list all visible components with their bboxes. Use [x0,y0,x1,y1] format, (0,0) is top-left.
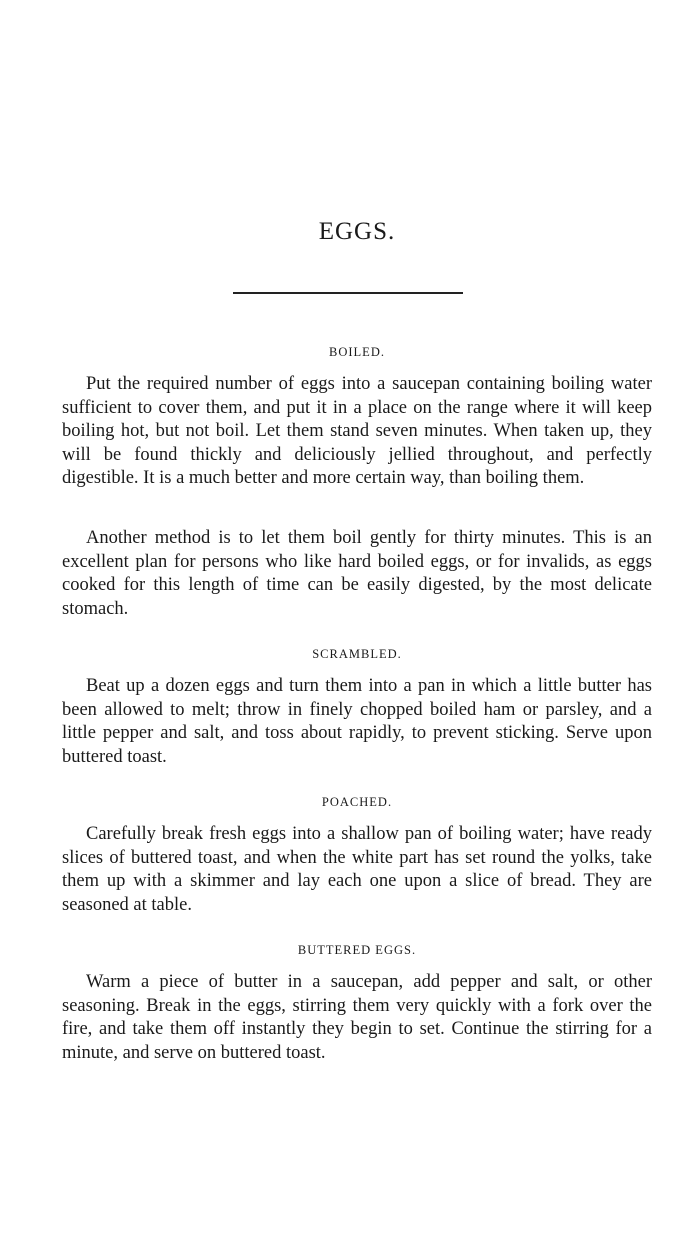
title-rule [233,292,463,294]
section-heading-buttered-eggs: BUTTERED EGGS. [297,943,417,957]
paragraph-scrambled: Beat up a dozen eggs and turn them into a pan in which a little butter has been allowed to melt; throw in finely chopped boiled ham or parsley, and a little pepper and salt, and toss about rapidly, to prevent sticking. Serve upon buttered toast. [62,676,652,767]
paragraph-buttered-eggs: Warm a piece of butter in a saucepan, add pepper and salt, or other seasoning. Break in the eggs, stirring them very quickly with a fork over the fire, and take them off instantly they begin to set. Continue the stirring for a minute, and serve on buttered toast. [62,972,652,1063]
paragraph-boiled-1: Put the required number of eggs into a saucepan containing boiling water sufficient to cover them, and put it in a place on the range where it will keep boiling hot, but not boil. Let them stand seven minutes. When taken up, they will be found thickly and deliciously jellied throughout, and perfectly digestible. It is a much better and more certain way, than boiling them. [62,374,652,489]
page-title: EGGS. [318,218,396,245]
paragraph-poached: Carefully break fresh eggs into a shallow pan of boiling water; have ready slices of buttered toast, and when the white part has set round the yolks, take them up with a skimmer and lay each one upon a slice of bread. They are seasoned at table. [62,824,652,915]
paragraph-boiled-2: Another method is to let them boil gently for thirty minutes. This is an excellent plan for persons who like hard boiled eggs, or for invalids, as eggs cooked for this length of time can be easily digested, by the most delicate stomach. [62,528,652,619]
section-heading-boiled: BOILED. [329,345,385,359]
section-heading-scrambled: SCRAMBLED. [312,647,402,661]
section-heading-poached: POACHED. [321,795,393,809]
